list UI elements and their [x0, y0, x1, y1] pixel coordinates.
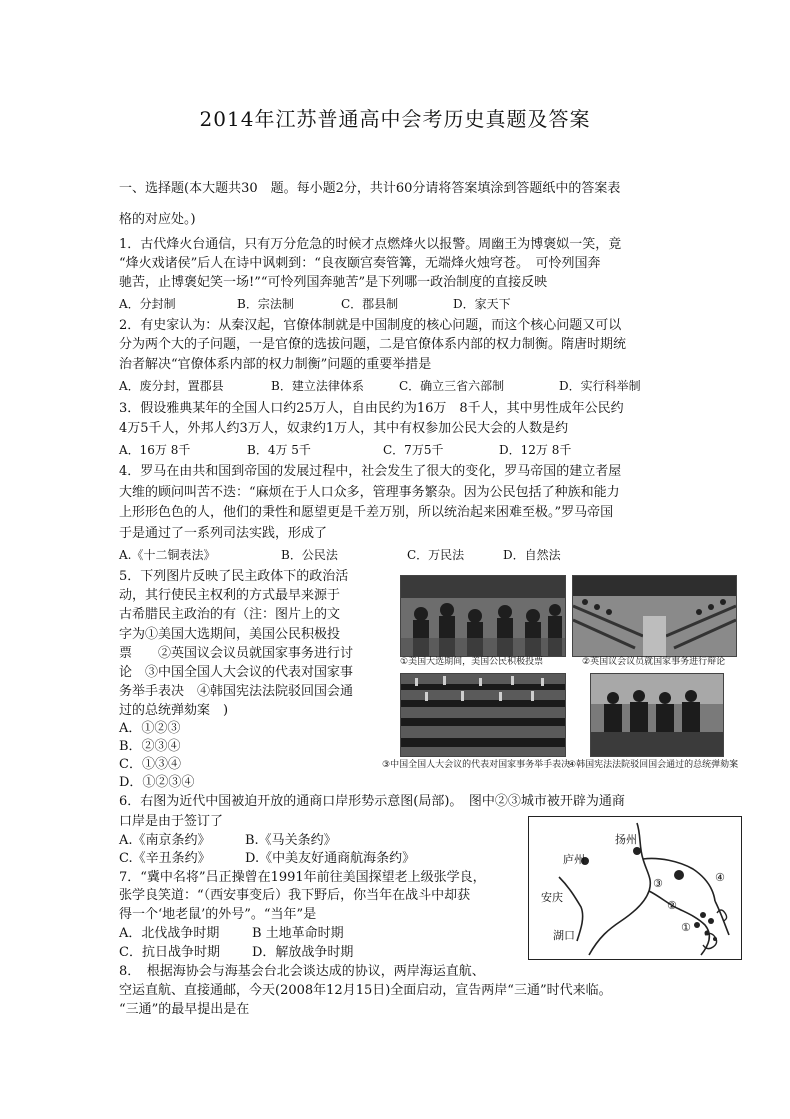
map-marker-3: ③ — [653, 877, 663, 890]
map-label-hukou: 湖口 — [553, 929, 575, 942]
photo-caption-1: ①美国大选期间，美国公民积极投票 — [400, 657, 544, 667]
q5-line: 动，其行使民主权利的方式最早来源于 — [119, 588, 341, 603]
q3-option-b: B．4万 5千 — [247, 443, 311, 457]
q5-line: 古希腊民主政治的有（注：图片上的文 — [119, 607, 341, 622]
q3-line: 4万5千人，外邦人约3万人，奴隶约1万人，其中有权参加公民大会的人数是约 — [119, 421, 569, 436]
section-heading-cont: 格的对应处。) — [119, 212, 196, 227]
q6-option-a: A.《南京条约》 — [119, 833, 211, 848]
q1-option-d: D．家天下 — [453, 297, 511, 311]
q2-option-b: B．建立法律体系 — [271, 379, 364, 393]
q1-option-a: A．分封制 — [119, 297, 176, 311]
q4-line: 上形形色色的人，他们的秉性和愿望更是千差万别，所以统治起来困难至极。”罗马帝国 — [119, 505, 614, 520]
q6-line: 6．右图为近代中国被迫开放的通商口岸形势示意图(局部)。 图中②③城市被开辟为通商 — [119, 794, 625, 809]
q6-line: 口岸是由于签订了 — [119, 814, 224, 829]
q7-option-d: D．解放战争时期 — [252, 945, 354, 960]
q3-option-a: A．16万 8千 — [119, 443, 191, 457]
q2-option-a: A．废分封，置郡县 — [119, 379, 224, 393]
q4-line: 于是通过了一系列司法实践，形成了 — [119, 526, 328, 541]
q5-option-a: A．①②③ — [119, 721, 181, 736]
q3-option-d: D．12万 8千 — [499, 443, 572, 457]
q7-option-b: B 土地革命时期 — [252, 926, 344, 941]
section-heading: 一、选择题(本大题共30 题。每小题2分，共计60分请将答案填涂到答题纸中的答案表 — [119, 181, 621, 196]
q7-line: 张学良笑道：“（西安事变后）我下野后，你当年在战斗中却获 — [119, 888, 471, 903]
photo-caption-3: ③中国全国人大会议的代表对国家事务举手表决 — [382, 760, 571, 770]
q6-option-c: C.《辛丑条约》 — [119, 851, 211, 866]
q4-option-c: C．万民法 — [407, 548, 465, 562]
q8-line: 8． 根据海协会与海基会台北会谈达成的协议，两岸海运直航、 — [119, 964, 485, 979]
q1-line: 1．古代烽火台通信，只有万分危急的时候才点燃烽火以报警。周幽王为博褒姒一笑，竟 — [119, 237, 622, 252]
photo-us-election — [400, 575, 566, 657]
q7-option-a: A．北伐战争时期 — [119, 926, 220, 941]
q5-line: 票 ②英国议会议员就国家事务进行讨 — [119, 646, 354, 661]
q2-option-c: C．确立三省六部制 — [399, 379, 505, 393]
q6-option-b: B.《马关条约》 — [245, 833, 337, 848]
q3-option-c: C．7万5千 — [383, 443, 444, 457]
q1-option-c: C．郡县制 — [341, 297, 399, 311]
q5-line: 论 ③中国全国人大会议的代表对国家事 — [119, 665, 354, 680]
map-label-luzhou: 庐州 — [563, 853, 585, 866]
q4-option-b: B．公民法 — [281, 548, 338, 562]
q8-line: “三通”的最早提出是在 — [119, 1002, 250, 1017]
map-marker-1: ① — [681, 921, 691, 934]
q5-line: 过的总统弹劾案 ) — [119, 703, 229, 718]
q2-line: 治者解决“官僚体系内部的权力制衡”问题的重要举措是 — [119, 357, 432, 372]
treaty-ports-map — [528, 816, 742, 960]
q5-option-b: B．②③④ — [119, 739, 181, 754]
photo-caption-2: ②英国议会议员就国家事务进行辩论 — [582, 657, 726, 667]
map-label-yangzhou: 扬州 — [615, 833, 637, 846]
photo-china-npc — [400, 673, 566, 757]
photo-korea-court — [590, 673, 724, 757]
q7-line: 得一个‘地老鼠’的外号”。“当年”是 — [119, 907, 317, 922]
q2-line: 分为两个大的子问题，一是官僚的选拔问题，二是官僚体系内部的权力制衡。隋唐时期统 — [119, 337, 627, 352]
photo-uk-parliament — [572, 575, 737, 657]
page-title: 2014年江苏普通高中会考历史真题及答案 — [199, 107, 591, 131]
q5-option-d: D．①②③④ — [119, 775, 195, 790]
q7-line: 7．“冀中名将”吕正操曾在1991年前往美国探望老上级张学良， — [119, 870, 486, 885]
q4-option-a: A.《十二铜表法》 — [119, 548, 216, 562]
q2-line: 2．有史家认为：从秦汉起，官僚体制就是中国制度的核心问题，而这个核心问题又可以 — [119, 318, 622, 333]
q5-line: 字为①美国大选期间，美国公民积极投 — [119, 627, 341, 642]
q5-option-c: C．①③④ — [119, 757, 181, 772]
q5-line: 5．下列图片反映了民主政体下的政治活 — [119, 569, 349, 584]
q1-option-b: B．宗法制 — [237, 297, 294, 311]
q6-option-d: D.《中美友好通商航海条约》 — [245, 851, 416, 866]
q4-line: 4．罗马在由共和国到帝国的发展过程中，社会发生了很大的变化，罗马帝国的建立者屋 — [119, 464, 622, 479]
q4-line: 大维的顾问叫苦不迭：“麻烦在于人口众多，管理事务繁杂。因为公民包括了种族和能力 — [119, 485, 620, 500]
photo-caption-4: ④韩国宪法法院驳回国会通过的总统弹劾案 — [568, 760, 739, 770]
map-marker-4: ④ — [715, 871, 725, 884]
q8-line: 空运直航、直接通邮，今天(2008年12月15日)全面启动，宣告两岸“三通”时代来临。 — [119, 983, 612, 998]
q3-line: 3．假设雅典某年的全国人口约25万人，自由民约为16万 8千人，其中男性成年公民约 — [119, 401, 624, 416]
q1-line: 驰苦，止博褒妃笑一场!”“可怜列国奔驰苦”是下列哪一政治制度的直接反映 — [119, 275, 548, 290]
map-marker-2: ② — [667, 899, 677, 912]
q7-option-c: C．抗日战争时期 — [119, 945, 220, 960]
q2-option-d: D．实行科举制 — [559, 379, 641, 393]
q1-line: “烽火戏诸侯”后人在诗中讽刺到：“良夜颐宫奏管篝，无端烽火烛穹苍。 可怜列国奔 — [119, 256, 601, 271]
map-label-anqing: 安庆 — [541, 891, 563, 904]
q5-line: 务举手表决 ④韩国宪法法院驳回国会通 — [119, 684, 354, 699]
q4-option-d: D．自然法 — [503, 548, 561, 562]
